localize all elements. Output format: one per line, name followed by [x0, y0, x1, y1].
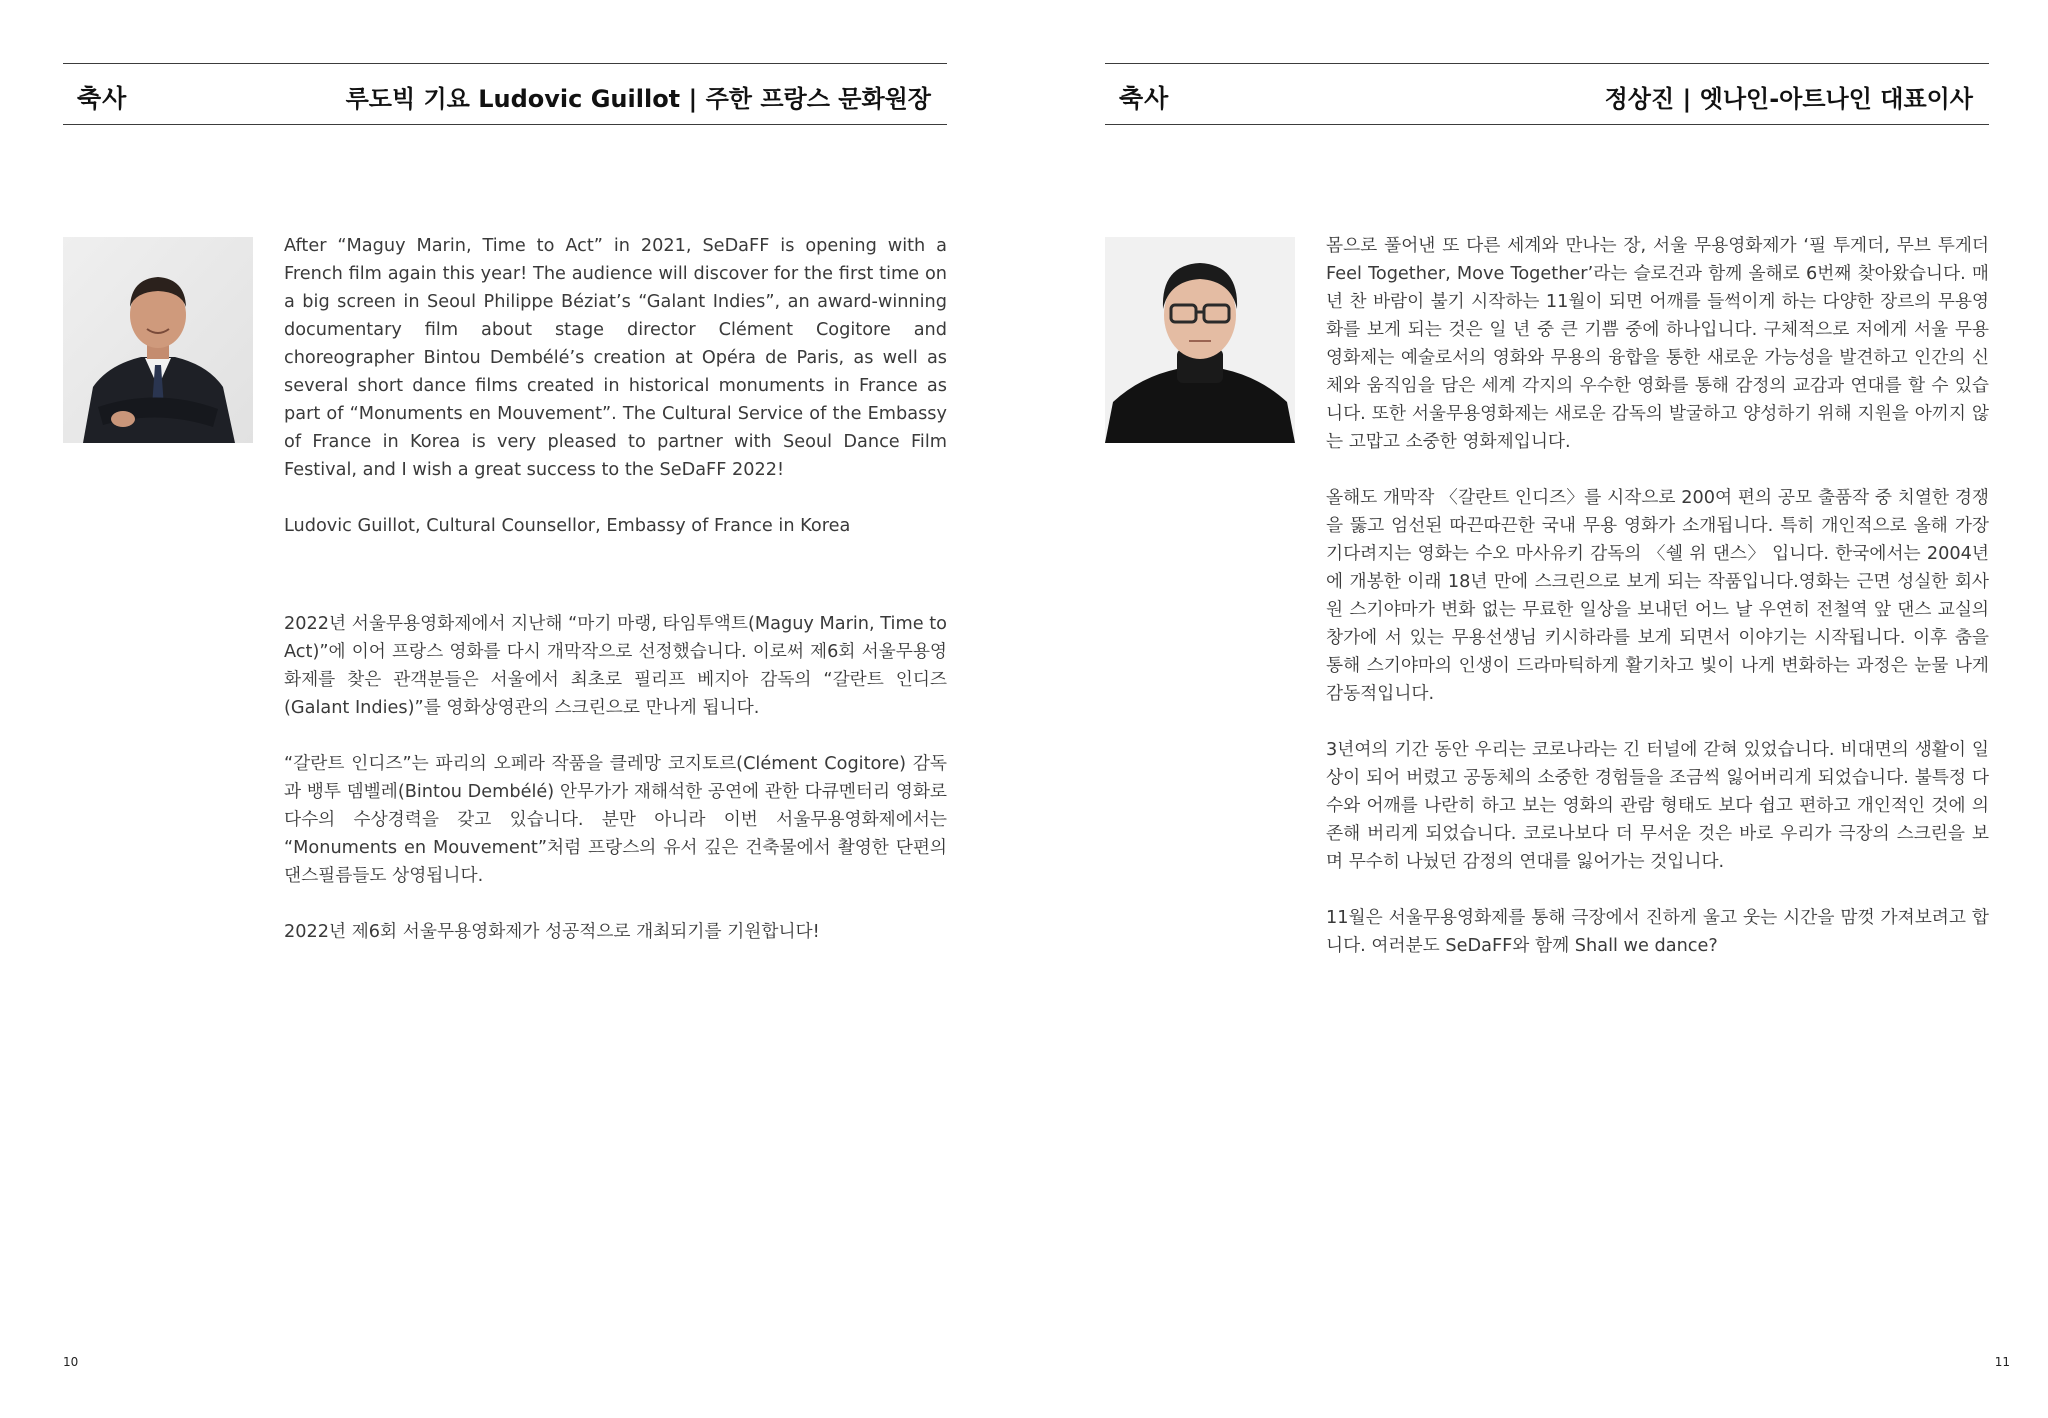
paragraph-ko-3: 2022년 제6회 서울무용영화제가 성공적으로 개최되기를 기원합니다! [284, 922, 820, 942]
portrait-photo [1105, 237, 1295, 443]
paragraph-1: 몸으로 풀어낸 또 다른 세계와 만나는 장, 서울 무용영화제가 ‘필 투게더, 무브 투게더 Feel Together, Move Together’라는 슬로건과 함께 올해로 6번째 찾아왔습니다. 매년 찬 바람이 불기 시작하는 11월이 되면 어깨를 들썩이게 하는 다양한 장르의 무용영화를 보게 되는 것은 일 년 중 큰 기쁨 중에 하나입니다. 구체적으로 저에게 서울 무용영화제는 예술로서의 영화와 무용의 융합을 통한 새로운 가능성을 발견하고 인간의 신체와 움직임을 담은 세계 각지의 우수한 영화를 통해 감정의 교감과 연대를 할 수 있습니다. 또한 서울무용영화제는 새로운 감독의 발굴하고 양성하기 위해 지원을 아끼지 않는 고맙고 소중한 영화제입니다. [1326, 236, 1989, 452]
header-title: 정상진 | 엣나인-아트나인 대표이사 [1604, 85, 1973, 113]
message-body [1326, 232, 1989, 988]
paragraph-ko-1: 2022년 서울무용영화제에서 지난해 “마기 마랭, 타임투액트(Maguy Marin, Time to Act)”에 이어 프랑스 영화를 다시 개막작으로 선정했습니다. 이로써 제6회 서울무용영화제를 찾은 관객분들은 서울에서 최초로 필리프 베지아 감독의 “갈란트 인디즈(Galant Indies)”를 영화상영관의 스크린으로 만나게 됩니다. [284, 614, 947, 718]
paragraph-en-signature: Ludovic Guillot, Cultural Counsellor, Embassy of France in Korea [284, 516, 851, 536]
paragraph-en-1: After “Maguy Marin, Time to Act” in 2021, SeDaFF is opening with a French film again this year! The audience will discover for the first time on a big screen in Seoul Philippe Béziat’s “Galant Indies”, an award-winning documentary film about stage director Clément Cogitore and choreographer Bintou Dembélé’s creation at Opéra de Paris, as well as several short dance films created in historical monuments in France as part of “Monuments en Mouvement”. The Cultural Service of the Embassy of France in Korea is very pleased to partner with Seoul Dance Film Festival, and I wish a great success to the SeDaFF 2022! [284, 236, 947, 480]
page-header [63, 63, 947, 125]
header-label: 축사 [77, 84, 128, 113]
paragraph-4: 11월은 서울무용영화제를 통해 극장에서 진하게 울고 웃는 시간을 맘껏 가져보려고 합니다. 여러분도 SeDaFF와 함께 Shall we dance? [1326, 908, 1989, 956]
header-label: 축사 [1119, 84, 1170, 113]
paragraph-ko-2: “갈란트 인디즈”는 파리의 오페라 작품을 클레망 코지토르(Clément Cogitore) 감독과 뱅투 뎀벨레(Bintou Dembélé) 안무가가 재해석한 공연에 관한 다큐멘터리 영화로 다수의 수상경력을 갖고 있습니다. 분만 아니라 이번 서울무용영화제에서는 “Monuments en Mouvement”처럼 프랑스의 유서 깊은 건축물에서 촬영한 단편의 댄스필름들도 상영됩니다. [284, 754, 947, 886]
portrait-man-glasses-icon [1105, 237, 1295, 443]
paragraph-3: 3년여의 기간 동안 우리는 코로나라는 긴 터널에 갇혀 있었습니다. 비대면의 생활이 일상이 되어 버렸고 공동체의 소중한 경험들을 조금씩 잃어버리게 되었습니다. 불특정 다수와 어깨를 나란히 하고 보는 영화의 관람 형태도 보다 쉽고 편하고 개인적인 것에 의존해 버리게 되었습니다. 코로나보다 더 무서운 것은 바로 우리가 극장의 스크린을 보며 무수히 나눴던 감정의 연대를 잃어가는 것입니다. [1326, 740, 1989, 872]
right-page [1024, 0, 2048, 1418]
page-number: 10 [63, 1355, 79, 1369]
portrait-man-suit-icon [63, 237, 253, 443]
portrait-photo [63, 237, 253, 443]
paragraph-2: 올해도 개막작 〈갈란트 인디즈〉를 시작으로 200여 편의 공모 출품작 중 치열한 경쟁을 뚫고 엄선된 따끈따끈한 국내 무용 영화가 소개됩니다. 특히 개인적으로 올해 가장 기다려지는 영화는 수오 마사유키 감독의 〈쉘 위 댄스〉 입니다. 한국에서는 2004년에 개봉한 이래 18년 만에 스크린으로 보게 되는 작품입니다.영화는 근면 성실한 회사원 스기야마가 변화 없는 무료한 일상을 보내던 어느 날 우연히 전철역 앞 댄스 교실의 창가에 서 있는 무용선생님 키시하라를 보게 되면서 이야기는 시작됩니다. 이후 춤을 통해 스기야마의 인생이 드라마틱하게 활기차고 빛이 나게 변화하는 과정은 눈물 나게 감동적입니다. [1326, 488, 1989, 704]
message-body [284, 232, 947, 974]
header-title: 루도빅 기요 Ludovic Guillot | 주한 프랑스 문화원장 [345, 85, 931, 113]
page-header [1105, 63, 1989, 125]
page-number: 11 [1994, 1355, 2010, 1369]
